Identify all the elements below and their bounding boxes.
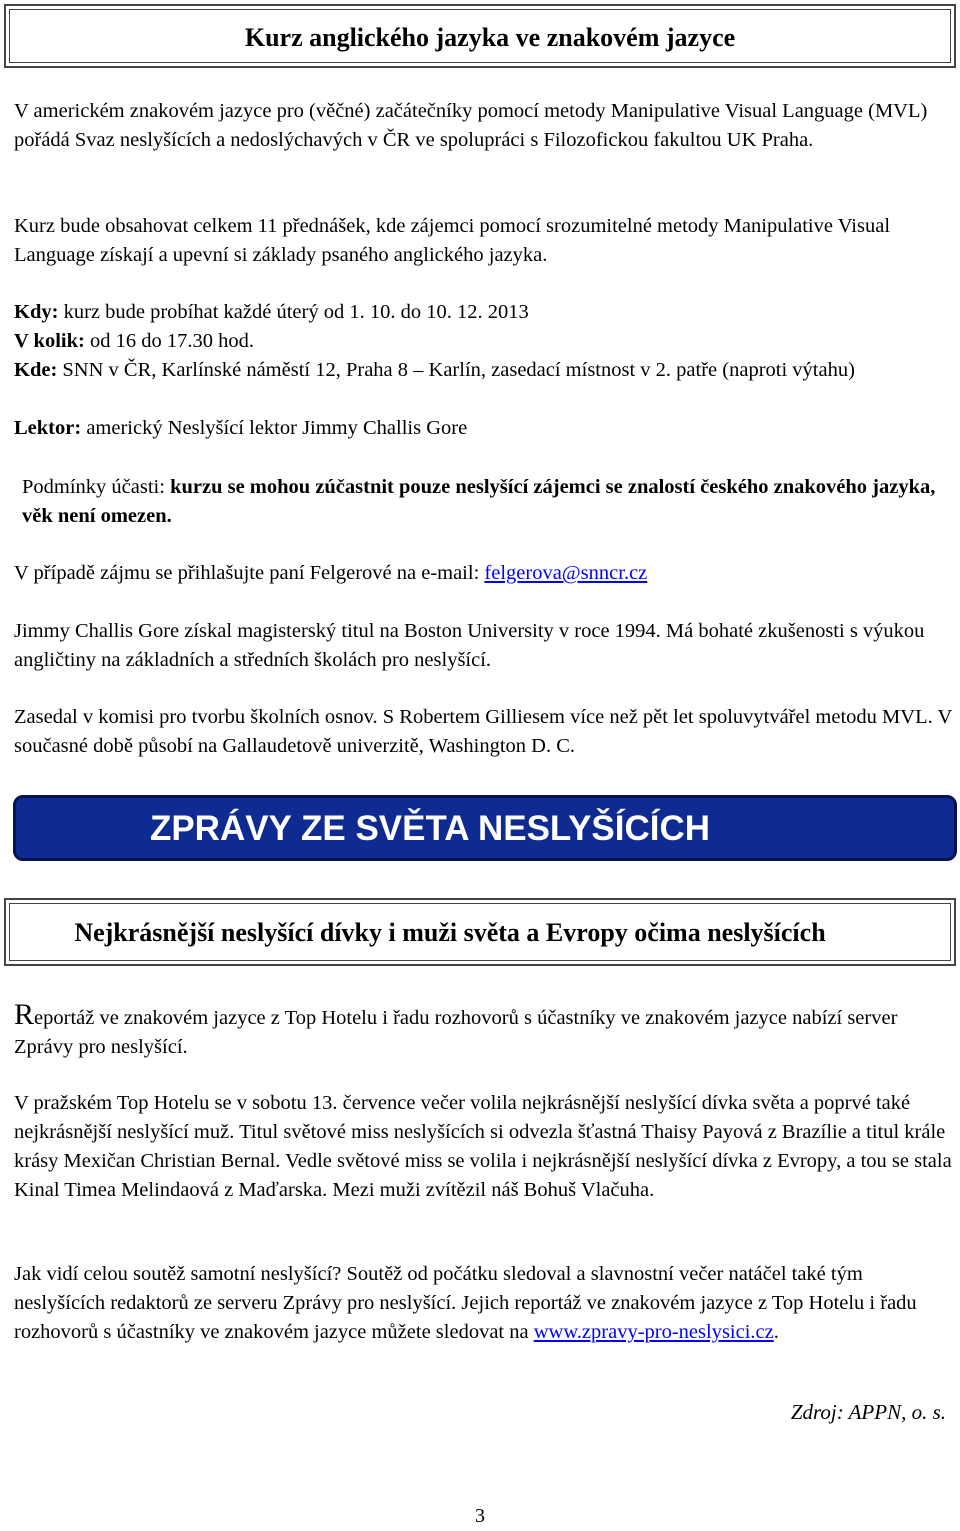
course-title: Kurz anglického jazyka ve znakovém jazyce: [244, 23, 736, 52]
when-label: Kdy:: [14, 301, 59, 323]
course-title-box: [4, 4, 956, 68]
where-label: Kde:: [14, 359, 58, 381]
lecturer-label: Lektor:: [14, 417, 82, 439]
para2-end: .: [773, 1321, 779, 1343]
conditions-value: kurzu se mohou zúčastnit pouze neslyšící zájemci se znalostí českého znakového jazyka, věk není omezen.: [22, 476, 936, 527]
where-value: SNN v ČR, Karlínské náměstí 12, Praha 8 – Karlín, zasedací místnost v 2. patře (naproti výtahu): [57, 359, 855, 381]
lecturer-bio-1: Jimmy Challis Gore získal magisterský titul na Boston University v roce 1994. Má bohaté zkušenosti s výukou angličtiny na základních a středních školách pro neslyšící.: [14, 620, 925, 671]
lecturer-bio-2: Zasedal v komisi pro tvorbu školních osnov. S Robertem Gilliesem více než pět let spoluvytvářel metodu MVL. V současné době působí na Gallaudetově univerzitě, Washington D. C.: [14, 706, 952, 757]
email-link[interactable]: felgerova@snncr.cz: [484, 562, 648, 584]
time-label: V kolik:: [14, 330, 85, 352]
article-paragraph-2: [14, 1260, 956, 1347]
course-content: Kurz bude obsahovat celkem 11 přednášek, kde zájemci pomocí srozumitelné metody Manipulative Visual Language získají a upevní si základy psaného anglického jazyka.: [14, 215, 891, 266]
para2-text: Jak vidí celou soutěž samotní neslyšící? Soutěž od počátku sledoval a slavnostní večer natáčel také tým neslyšících redaktorů ze serveru Zprávy pro neslyšící. Jejich reportáž ve znakovém jazyce z Top Hotelu i řadu rozhovorů s účastníky ve znakovém jazyce můžete sledovat na: [14, 1263, 917, 1343]
course-contact: [14, 559, 956, 588]
course-conditions: [22, 473, 956, 531]
lead-text: eportáž ve znakovém jazyce z Top Hotelu i řadu rozhovorů s účastníky ve znakovém jazyce nabízí server Zprávy pro neslyšící.: [14, 1007, 898, 1058]
course-intro: V americkém znakovém jazyce pro (věčné) začátečníky pomocí metody Manipulative Visual Language (MVL) pořádá Svaz neslyšících a nedoslýchavých v ČR ve spolupráci s Filozofickou fakultou UK Praha.: [14, 100, 928, 151]
website-link[interactable]: www.zpravy-pro-neslysici.cz: [533, 1321, 774, 1343]
time-value: od 16 do 17.30 hod.: [84, 330, 254, 352]
article-title: Nejkrásnější neslyšící dívky i muži světa a Evropy očima neslyšících: [74, 918, 826, 947]
lead-initial: R: [14, 998, 35, 1031]
article-lead: [14, 1000, 956, 1062]
contact-text: V případě zájmu se přihlašujte paní Felgerové na e-mail:: [14, 562, 485, 584]
page-number: 3: [475, 1505, 485, 1527]
course-where: [14, 356, 956, 385]
course-when: [14, 298, 956, 327]
course-lecturer: [14, 414, 956, 443]
section-banner: [13, 795, 957, 861]
article-title-box: [4, 898, 956, 966]
banner-title: ZPRÁVY ZE SVĚTA NESLYŠÍCÍCH: [149, 809, 711, 848]
lecturer-value: americký Neslyšící lektor Jimmy Challis Gore: [81, 417, 468, 439]
conditions-label: Podmínky účasti:: [22, 476, 171, 498]
when-value: kurz bude probíhat každé úterý od 1. 10. do 10. 12. 2013: [58, 301, 529, 323]
article-source: Zdroj: APPN, o. s.: [790, 1400, 946, 1424]
article-paragraph-1: V pražském Top Hotelu se v sobotu 13. července večer volila nejkrásnější neslyšící dívka světa a poprvé také nejkrásnější neslyšící muž. Titul světové miss neslyšících si odvezla šťastná Thaisy Payová z Brazílie a titul krále krásy Mexičan Christian Bernal. Vedle světové miss se volila i nejkrásnější neslyšící dívka z Evropy, a tou se stala Kinal Timea Melindaová z Maďarska. Mezi muži zvítězil náš Bohuš Vlačuha.: [14, 1092, 952, 1201]
course-time: [14, 327, 956, 356]
